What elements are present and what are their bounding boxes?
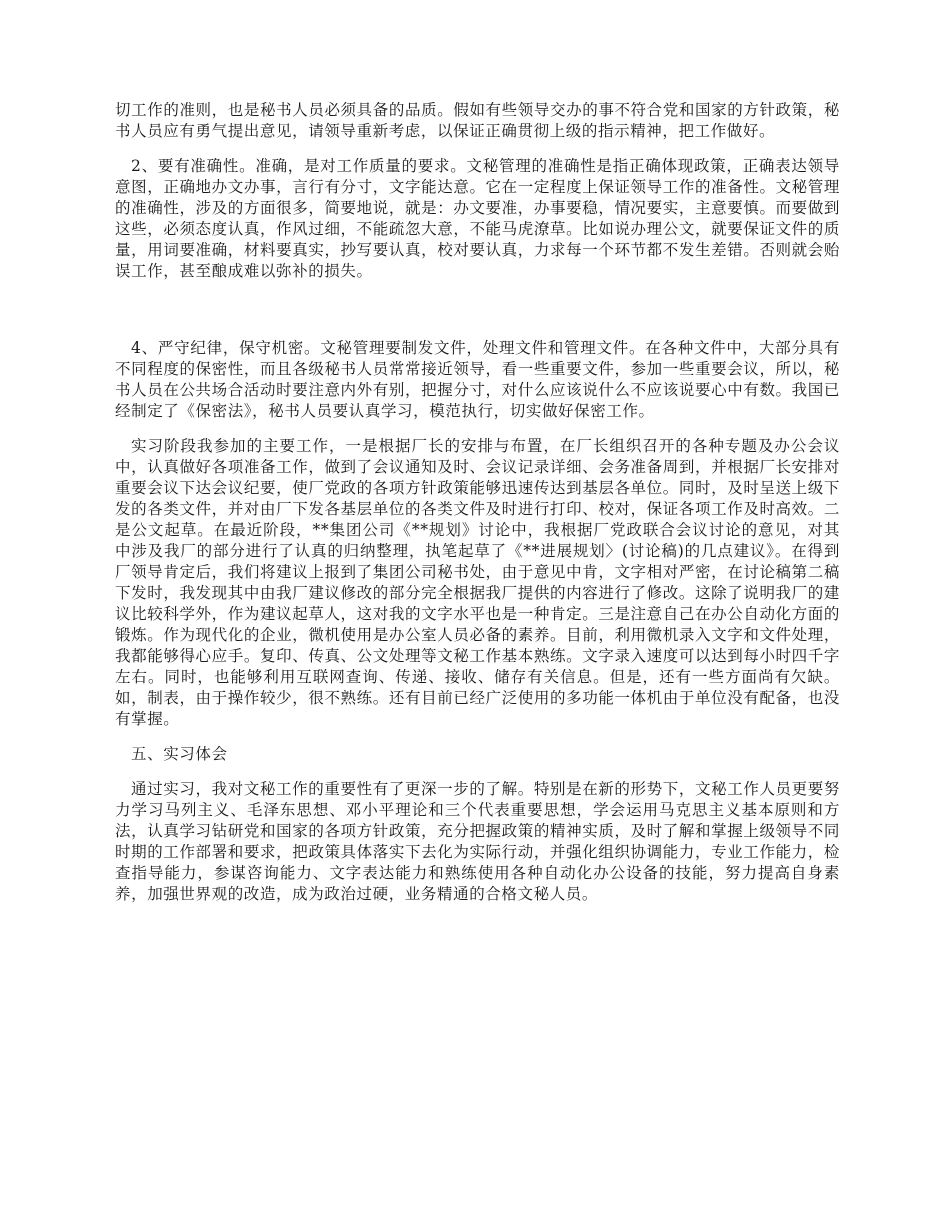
section-gap (115, 296, 840, 338)
section-heading-internship-reflection: 五、实习体会 (131, 745, 228, 763)
document-body (115, 100, 840, 919)
paragraph-accuracy: 2、要有准确性。准确，是对工作质量的要求。文秘管理的准确性是指正确体现政策，正确表达领导意图，正确地办文办事，言行有分寸，文字能达意。它在一定程度上保证领导工作的准备性。文秘管理的准确性，涉及的方面很多，简要地说，就是：办文要准，办事要稳，情况要实，主意要慎。而要做到这些，必须态度认真，作风过细，不能疏忽大意，不能马虎潦草。比如说办理公文，就要保证文件的质量，用词要准确，材料要真实，抄写要认真，校对要认真，力求每一个环节都不发生差错。否则就会贻误工作，甚至酿成难以弥补的损失。 (115, 157, 840, 280)
paragraph-internship-work: 实习阶段我参加的主要工作，一是根据厂长的安排与布置，在厂长组织召开的各种专题及办公会议中，认真做好各项准备工作，做到了会议通知及时、会议记录详细、会务准备周到，并根据厂长安排对重要会议下达会议纪要，使厂党政的各项方针政策能够迅速传达到基层各单位。同时，及时呈送上级下发的各类文件，并对由厂下发各基层单位的各类文件及时进行打印、校对，保证各项工作及时高效。二是公文起草。在最近阶段，**集团公司《**规划》讨论中，我根据厂党政联合会议讨论的意见，对其中涉及我厂的部分进行了认真的归纳整理，执笔起草了《**进展规划〉(讨论稿)的几点建议》。在得到厂领导肯定后，我们将建议上报到了集团公司秘书处，由于意见中肯，文字相对严密，在讨论稿第二稿下发时，我发现其中由我厂建议修改的部分完全根据我厂提供的内容进行了修改。这除了说明我厂的建议比较科学外，作为建议起草人，这对我的文字水平也是一种肯定。三是注意自己在办公自动化方面的锻炼。作为现代化的企业，微机使用是办公室人员必备的素养。目前，利用微机录入文字和文件处理，我都能够得心应手。复印、传真、公文处理等文秘工作基本熟练。文字录入速度可以达到每小时四千字左右。同时，也能够利用互联网查询、传递、接收、储存有关信息。但是，还有一些方面尚有欠缺。如，制表，由于操作较少，很不熟练。还有目前已经广泛使用的多功能一体机由于单位没有配备，也没有掌握。 (115, 437, 840, 728)
paragraph-reflection: 通过实习，我对文秘工作的重要性有了更深一步的了解。特别是在新的形势下，文秘工作人员更要努力学习马列主义、毛泽东思想、邓小平理论和三个代表重要思想，学会运用马克思主义基本原则和方法，认真学习钻研党和国家的各项方针政策，充分把握政策的精神实质，及时了解和掌握上级领导不同时期的工作部署和要求，把政策具体落实下去化为实际行动，并强化组织协调能力，专业工作能力，检查指导能力，参谋咨询能力、文字表达能力和熟练使用各种自动化办公设备的技能，努力提高自身素养，加强世界观的改造，成为政治过硬，业务精通的合格文秘人员。 (115, 780, 840, 903)
paragraph-principle: 切工作的准则，也是秘书人员必须具备的品质。假如有些领导交办的事不符合党和国家的方针政策，秘书人员应有勇气提出意见，请领导重新考虑，以保证正确贯彻上级的指示精神，把工作做好。 (115, 101, 840, 140)
paragraph-confidentiality: 4、严守纪律，保守机密。文秘管理要制发文件，处理文件和管理文件。在各种文件中，大部分具有不同程度的保密性，而且各级秘书人员常常接近领导，看一些重要文件，参加一些重要会议，所以，秘书人员在公共场合活动时要注意内外有别，把握分寸，对什么应该说什么不应该说要心中有数。我国已经制定了《保密法》，秘书人员要认真学习，模范执行，切实做好保密工作。 (115, 339, 840, 420)
